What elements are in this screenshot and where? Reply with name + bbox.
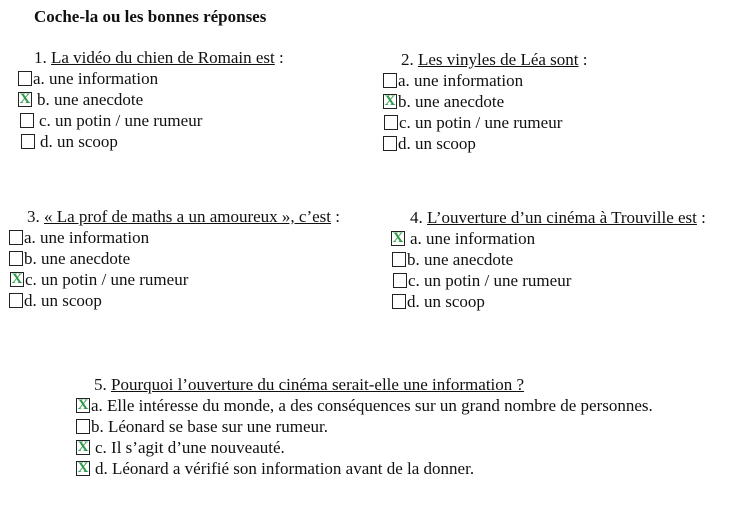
option-2b[interactable] [383, 91, 588, 112]
checkbox-checked[interactable] [391, 231, 405, 246]
question-suffix: : [696, 208, 706, 227]
checkbox[interactable] [9, 230, 23, 245]
check-mark-icon: X [19, 91, 31, 107]
option-label: a. une information [24, 228, 150, 247]
checkbox-checked[interactable] [18, 92, 32, 107]
checkbox[interactable] [392, 252, 406, 267]
question-suffix: : [578, 50, 588, 69]
question-2-heading [383, 49, 588, 70]
question-prompt: La vidéo du chien de Romain est [51, 48, 275, 67]
checkbox-checked[interactable] [76, 461, 90, 476]
option-label: b. une anecdote [407, 250, 514, 269]
question-1 [18, 47, 284, 152]
question-prompt: « La prof de maths a un amoureux », c’est [44, 207, 332, 226]
option-label: c. un potin / une rumeur [25, 270, 189, 289]
question-number: 5. [94, 375, 107, 394]
option-4d[interactable] [391, 291, 706, 312]
option-1c[interactable] [18, 110, 284, 131]
question-5-heading [76, 374, 653, 395]
question-3 [9, 206, 340, 311]
question-suffix: : [274, 48, 284, 67]
checkbox-checked[interactable] [76, 398, 90, 413]
checkbox[interactable] [76, 419, 90, 434]
option-5c[interactable] [76, 437, 653, 458]
checkbox[interactable] [384, 115, 398, 130]
check-mark-icon: X [392, 230, 404, 246]
question-suffix: : [331, 207, 341, 226]
option-label: b. Léonard se base sur une rumeur. [91, 417, 328, 436]
check-mark-icon: X [384, 93, 396, 109]
option-label: c. un potin / une rumeur [399, 113, 563, 132]
checkbox[interactable] [9, 251, 23, 266]
check-mark-icon: X [77, 397, 89, 413]
checkbox[interactable] [18, 71, 32, 86]
option-label: d. Léonard a vérifié son information avant de la donner. [95, 459, 475, 478]
option-2d[interactable] [383, 133, 588, 154]
option-label: b. une anecdote [37, 90, 144, 109]
option-3d[interactable] [9, 290, 340, 311]
option-label: a. Elle intéresse du monde, a des conséquences sur un grand nombre de personnes. [91, 396, 653, 415]
option-5b[interactable] [76, 416, 653, 437]
question-1-heading [18, 47, 284, 68]
check-mark-icon: X [77, 439, 89, 455]
checkbox-checked[interactable] [383, 94, 397, 109]
check-mark-icon: X [77, 460, 89, 476]
question-2 [383, 49, 588, 154]
checkbox[interactable] [393, 273, 407, 288]
option-3b[interactable] [9, 248, 340, 269]
option-3a[interactable] [9, 227, 340, 248]
option-label: d. un scoop [24, 291, 102, 310]
option-2a[interactable] [383, 70, 588, 91]
question-number: 3. [27, 207, 40, 226]
worksheet-title: Coche-la ou les bonnes réponses [34, 7, 267, 26]
option-5a[interactable] [76, 395, 653, 416]
option-label: d. un scoop [407, 292, 485, 311]
option-label: d. un scoop [40, 132, 118, 151]
question-3-heading [9, 206, 340, 227]
checkbox[interactable] [20, 113, 34, 128]
option-1b[interactable] [18, 89, 284, 110]
checkbox-checked[interactable] [10, 272, 24, 287]
checkbox-checked[interactable] [76, 440, 90, 455]
option-label: d. un scoop [398, 134, 476, 153]
checkbox[interactable] [21, 134, 35, 149]
check-mark-icon: X [11, 271, 23, 287]
question-number: 2. [401, 50, 414, 69]
checkbox[interactable] [392, 294, 406, 309]
option-5d[interactable] [76, 458, 653, 479]
question-number: 1. [34, 48, 47, 67]
option-label: a. une information [410, 229, 536, 248]
option-label: a. une information [33, 69, 159, 88]
option-4a[interactable] [391, 228, 706, 249]
checkbox[interactable] [383, 136, 397, 151]
checkbox[interactable] [9, 293, 23, 308]
question-5 [76, 374, 653, 479]
option-label: c. un potin / une rumeur [408, 271, 572, 290]
question-prompt: Les vinyles de Léa sont [418, 50, 579, 69]
question-prompt: Pourquoi l’ouverture du cinéma serait-elle une information ? [111, 375, 525, 394]
option-1a[interactable] [18, 68, 284, 89]
option-1d[interactable] [18, 131, 284, 152]
option-label: c. un potin / une rumeur [39, 111, 203, 130]
checkbox[interactable] [383, 73, 397, 88]
option-label: b. une anecdote [398, 92, 505, 111]
option-4b[interactable] [391, 249, 706, 270]
option-3c[interactable] [9, 269, 340, 290]
question-4 [391, 207, 706, 312]
option-label: a. une information [398, 71, 524, 90]
option-2c[interactable] [383, 112, 588, 133]
question-prompt: L’ouverture d’un cinéma à Trouville est [427, 208, 697, 227]
question-4-heading [391, 207, 706, 228]
option-label: b. une anecdote [24, 249, 131, 268]
option-4c[interactable] [391, 270, 706, 291]
question-number: 4. [410, 208, 423, 227]
option-label: c. Il s’agit d’une nouveauté. [95, 438, 285, 457]
